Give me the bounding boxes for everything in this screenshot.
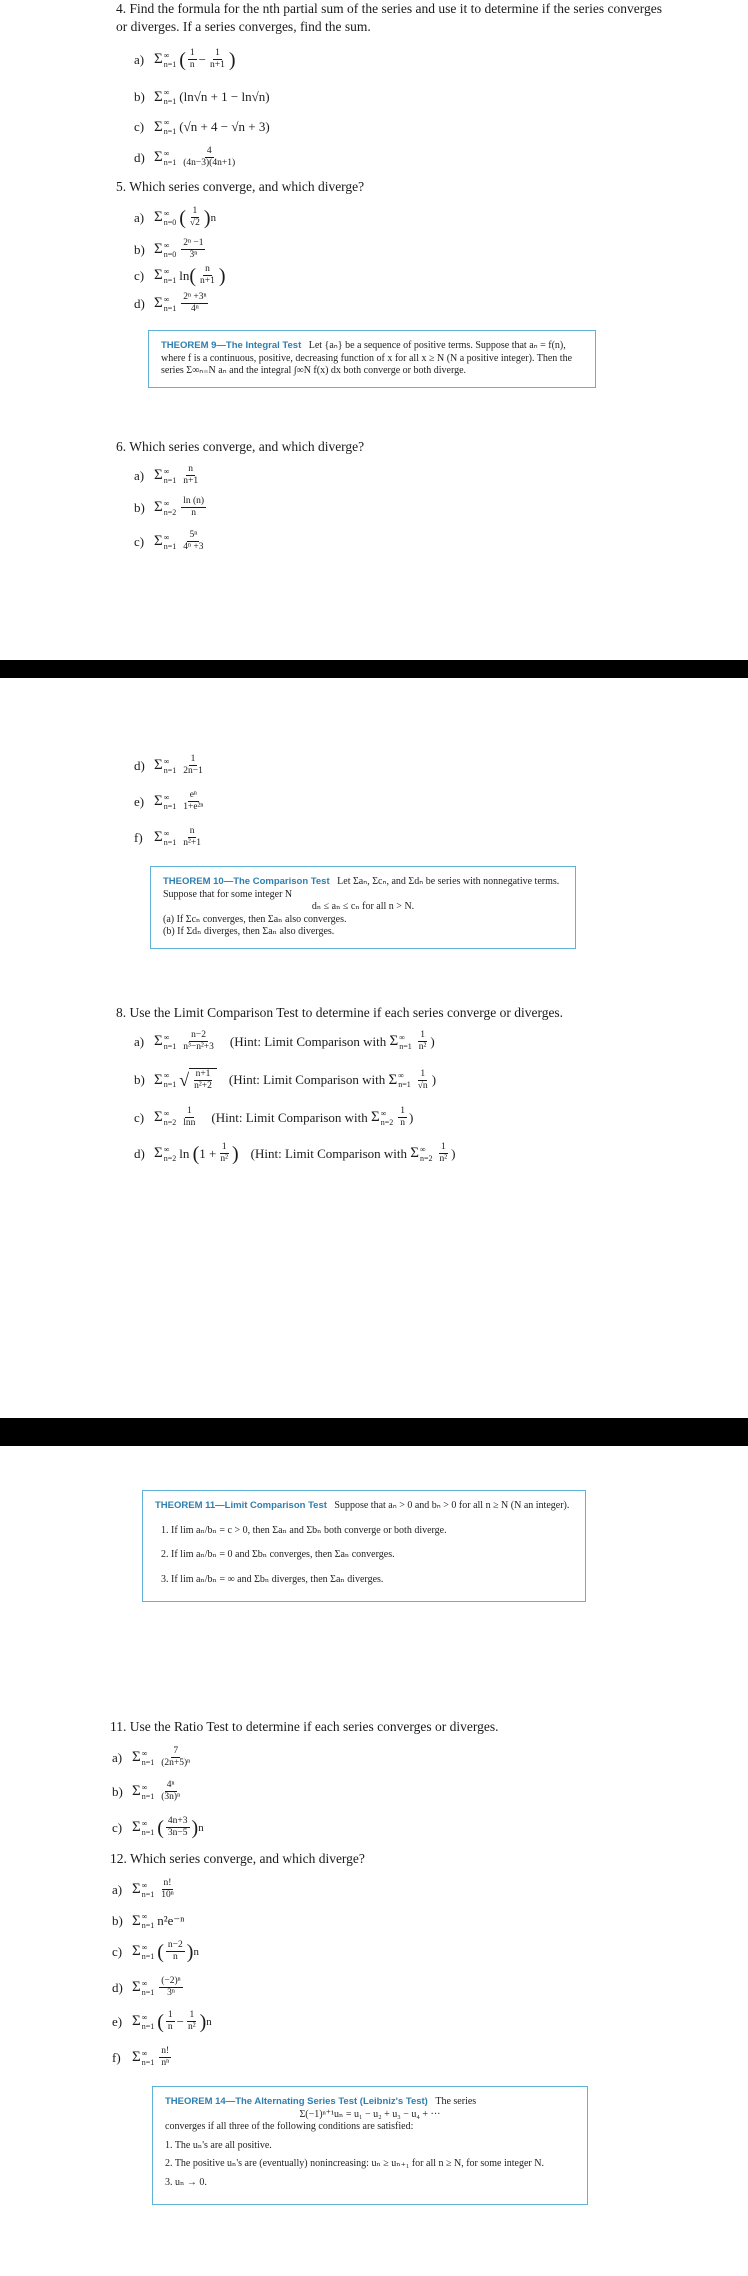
q12-c: c) Σ ∞ n=1 ( $\frac{n-2}{n}$ ) n <box>112 1940 199 1963</box>
q6-a: a) Σ ∞ n=1 $\frac{n}{n+1}$ <box>134 464 199 486</box>
page-3 <box>0 1446 748 2276</box>
q11-b: b) Σ ∞ n=1 $\frac{\text{4ⁿ}}{\text{(3n)ⁿ}}$ <box>112 1780 181 1802</box>
q4-a: a) Σ ∞ n=1 ( $\frac{1}{n}$ − $\frac{1}{n+1}$ ) <box>134 48 236 71</box>
page-separator <box>0 1418 748 1446</box>
q12-b: b) Σ ∞ n=1 n²e⁻ⁿ <box>112 1912 185 1930</box>
question-4: 4. Find the formula for the nth partial sum of the series and use it to determine if the series converges or diverges. If a series converges, find the sum. <box>116 1 662 34</box>
q4-b: b) Σ ∞ n=1 (ln√n + 1 − ln√n) <box>134 88 270 106</box>
theorem-14-box: THEOREM 14—The Alternating Series Test (Leibniz's Test) The series Σ(−1)ⁿ⁺¹uₙ = u₁ − u₂ + u₃ − u₄ + ··· converges if all three of the following conditions are satisfied: 1. The uₙ's are all positive. 2. The positive uₙ's are (eventually) nonincreasing: uₙ ≥ uₙ₊₁ for all n ≥ N, for some integer N. 3. uₙ → 0. <box>152 2086 588 2205</box>
q8-d: d) Σ ∞ n=2 ln ( 1 + $\frac{1}{\text{n²}}$ ) (Hint: Limit Comparison with Σ ∞ n=2 $\frac{1}{\text{n²}}$ ) <box>134 1142 456 1165</box>
theorem-11-box: THEOREM 11—Limit Comparison Test Suppose that aₙ > 0 and bₙ > 0 for all n ≥ N (N an integer). 1. If lim aₙ/bₙ = c > 0, then Σaₙ and Σbₙ both converge or both diverge. 2. If lim aₙ/bₙ = 0 and Σbₙ converges, then Σaₙ converges. 3. If lim aₙ/bₙ = ∞ and Σbₙ diverges, then Σaₙ diverges. <box>142 1490 586 1602</box>
q5-a: a) Σ ∞ n=0 ( $\frac{1}{√2}$ ) n <box>134 206 216 229</box>
theorem-9-box: THEOREM 9—The Integral Test Let {aₙ} be a sequence of positive terms. Suppose that aₙ = f(n), where f is a continuous, positive, decreasing function of x for all x ≥ N (N a positive integer). Then the series Σ∞ₙ₌N aₙ and the integral ∫∞N f(x) dx both converge or both diverge. <box>148 330 596 388</box>
q12-e: e) Σ ∞ n=1 ( $\frac{1}{n}$ − $\frac{1}{\text{n²}}$ ) n <box>112 2010 212 2033</box>
q5-d: d) Σ ∞ n=1 $\frac{\text{2ⁿ +3ⁿ}}{\text{4ⁿ}}$ <box>134 292 207 314</box>
q6-d: d) Σ ∞ n=1 $\frac{1}{2n-1}$ <box>134 754 203 776</box>
q12-f: f) Σ ∞ n=1 $\frac{n!}{\text{nⁿ}}$ <box>112 2046 170 2068</box>
q6-b: b) Σ ∞ n=2 $\frac{\ln (n)}{n}$ <box>134 496 205 518</box>
q8-b: b) Σ ∞ n=1 √ $\frac{n+1}{\text{n²+2}}$ (Hint: Limit Comparison with Σ ∞ n=1 $\frac{1}{√n}$ ) <box>134 1068 437 1091</box>
q11-c: c) Σ ∞ n=1 ( $\frac{4n+3}{3n-5}$ ) n <box>112 1816 204 1839</box>
q6-f: f) Σ ∞ n=1 $\frac{n}{\text{n²+1}}$ <box>134 826 201 848</box>
question-8: 8. Use the Limit Comparison Test to determine if each series converge or diverges. <box>116 1005 564 1020</box>
page-1 <box>0 0 748 660</box>
q5-c: c) Σ ∞ n=1 ln ( $\frac{n}{n+1}$ ) <box>134 264 226 287</box>
question-6: 6. Which series converge, and which diverge? <box>116 439 365 454</box>
q8-c: c) Σ ∞ n=2 $\frac{1}{\ln n}$ (Hint: Limit Comparison with Σ ∞ n=2 $\frac{1}{n}$ ) <box>134 1106 414 1128</box>
q6-c: c) Σ ∞ n=1 $\frac{\text{5ⁿ}}{\text{4ⁿ +3}}$ <box>134 530 204 552</box>
q12-a: a) Σ ∞ n=1 $\frac{n!}{\text{10ⁿ}}$ <box>112 1878 174 1900</box>
q4-c: c) Σ ∞ n=1 (√n + 4 − √n + 3) <box>134 118 270 136</box>
page-2 <box>0 678 748 1418</box>
q12-d: d) Σ ∞ n=1 $\frac{\text{(−2)ⁿ}}{\text{3ⁿ}}$ <box>112 1976 181 1998</box>
page-separator <box>0 660 748 678</box>
q8-a: a) Σ ∞ n=1 $\frac{n-2}{\text{n³−n²+3}}$ (Hint: Limit Comparison with Σ ∞ n=1 $\frac{1}{\text{n²}}$ ) <box>134 1030 435 1052</box>
question-11: 11. Use the Ratio Test to determine if each series converges or diverges. <box>110 1719 499 1734</box>
question-5: 5. Which series converge, and which diverge? <box>116 179 365 194</box>
q6-e: e) Σ ∞ n=1 $\frac{\text{eⁿ}}{\text{1+e²ⁿ}}$ <box>134 790 204 812</box>
theorem-10-box: THEOREM 10—The Comparison Test Let Σaₙ, Σcₙ, and Σdₙ be series with nonnegative terms. Suppose that for some integer N dₙ ≤ aₙ ≤ cₙ for all n > N. (a) If Σcₙ converges, then Σaₙ also converges. (b) If Σdₙ diverges, then Σaₙ also diverges. <box>150 866 576 949</box>
q11-a: a) Σ ∞ n=1 $\frac{7}{\text{(2n+5)ⁿ}}$ <box>112 1746 191 1768</box>
q4-d: d) Σ ∞ n=1 $\frac{4}{(4n-3)(4n+1)}$ <box>134 146 236 168</box>
q5-b: b) Σ ∞ n=0 $\frac{\text{2ⁿ −1}}{\text{3ⁿ}}$ <box>134 238 204 260</box>
question-12: 12. Which series converge, and which diverge? <box>110 1851 365 1866</box>
